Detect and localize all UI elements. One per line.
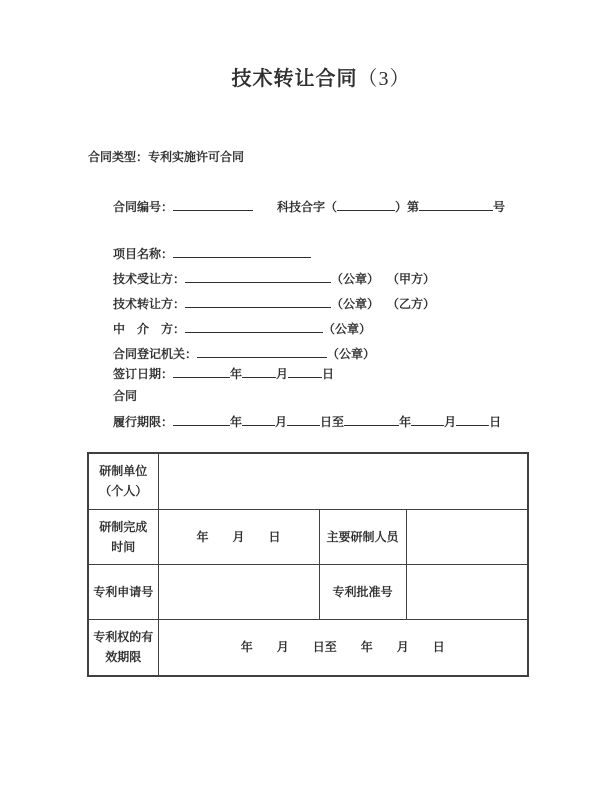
patent-term-date-cell: 年 月 日至 年 月 日 [158,619,528,676]
transferor-blank-field [185,294,331,308]
table-row-patent-numbers [88,564,528,619]
performance-period-label: 履行期限： [113,415,174,429]
dev-time-label-line2: 时间 [111,539,136,554]
dev-time-label-line1: 研制完成 [99,519,148,534]
page-title [0,62,612,91]
registry-blank-field [197,344,327,358]
period-end-month-label: 月 [444,415,457,429]
contract-no-blank-field [173,197,253,211]
period-end-day-blank-field [456,412,489,426]
project-name-label: 项目名称： [113,247,174,261]
sci-tech-code-suffix: 号 [493,200,506,214]
performance-period-line [113,412,501,430]
registry-label: 合同登记机关： [113,347,198,361]
table-row-dev-unit [88,453,528,509]
dev-time-label-cell [88,509,158,564]
contract-no-label: 合同编号： [113,200,174,214]
patent-approve-value-cell [406,564,528,619]
intermediary-line [113,319,371,337]
registry-line [113,344,375,362]
registry-seal-label: （公章） [327,347,376,361]
period-end-day-label: 日 [489,415,502,429]
sci-tech-code-mid: ）第 [395,200,420,214]
period-start-year-label: 年 [230,415,243,429]
period-start-year-blank-field [173,412,230,426]
page-title-main: 技术转让合同 [231,68,358,90]
intermediary-seal-label: （公章） [323,322,372,336]
patent-term-label-line2: 效期限 [105,650,142,665]
dev-unit-label-line2: （个人） [99,484,148,499]
patent-term-label-line1: 专利权的有 [93,630,154,645]
page-title-number: （3） [357,68,411,90]
sign-date-line [113,364,334,382]
period-start-month-label: 月 [275,415,288,429]
transferee-line [113,269,435,287]
patent-app-label-cell: 专利申请号 [88,564,158,619]
patent-term-label-cell [88,619,158,676]
staff-value-cell [406,509,528,564]
staff-label-cell: 主要研制人员 [319,509,406,564]
patent-app-value-cell [158,564,319,619]
sign-month-label: 月 [276,367,289,381]
contract-word: 合同 [113,389,138,403]
table-row-dev-time [88,509,528,564]
sign-day-label: 日 [322,367,335,381]
transferor-label: 技术转让方： [113,297,186,311]
intermediary-blank-field [185,319,323,333]
sign-year-label: 年 [230,367,243,381]
transferee-label: 技术受让方： [113,272,186,286]
period-day-to-label: 日至 [320,415,345,429]
contract-continuation-line [113,388,137,404]
period-end-month-blank-field [411,412,444,426]
sci-tech-code-blank-field [337,197,395,211]
sign-month-blank-field [242,364,276,378]
contract-type-label: 合同类型： [88,150,149,164]
sign-date-label: 签订日期： [113,367,174,381]
period-start-day-blank-field [287,412,320,426]
patent-approve-label-cell: 专利批准号 [319,564,406,619]
dev-unit-value-cell [158,453,528,509]
patent-info-table [87,452,529,677]
transferee-blank-field [185,269,331,283]
contract-type-line [88,149,244,165]
intermediary-label: 中 介 方： [113,322,186,336]
sci-tech-number-blank-field [419,197,493,211]
party-a-label: （甲方） [393,272,436,286]
contract-type-value: 专利实施许可合同 [148,150,245,164]
transferor-line [113,294,435,312]
sign-year-blank-field [173,364,230,378]
project-name-blank-field [173,244,311,258]
dev-unit-label-cell [88,453,158,509]
transferor-seal-label: （公章） [331,297,380,311]
sci-tech-code-prefix: 科技合字（ [277,200,338,214]
period-end-year-label: 年 [399,415,412,429]
dev-time-date-cell: 年 月 日 [158,509,319,564]
period-start-month-blank-field [242,412,275,426]
party-b-label: （乙方） [393,297,436,311]
project-name-line [113,244,311,262]
transferee-seal-label: （公章） [331,272,380,286]
table-row-patent-term [88,619,528,676]
period-end-year-blank-field [344,412,399,426]
dev-unit-label-line1: 研制单位 [99,464,148,479]
sign-day-blank-field [288,364,322,378]
contract-no-line [113,197,505,215]
